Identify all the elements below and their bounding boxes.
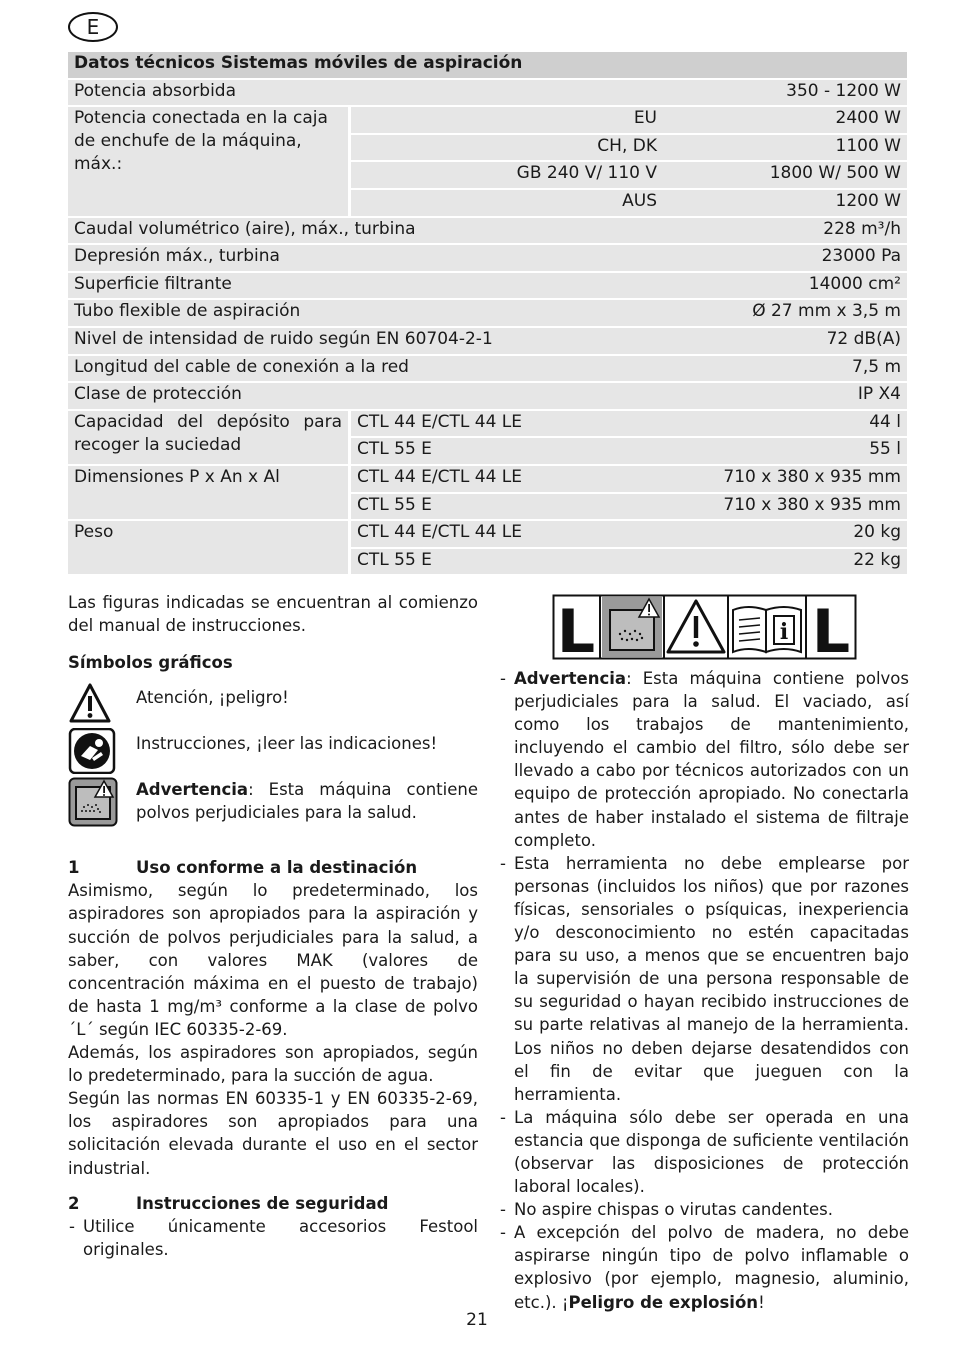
row-label: Nivel de intensidad de ruido según EN 60704-2-1 <box>68 328 663 354</box>
section1-title: Uso conforme a la destinación <box>136 858 418 878</box>
list-item <box>499 667 909 852</box>
row-label: Tubo flexible de aspiración <box>68 300 663 326</box>
row-value: 20 kg <box>663 521 907 547</box>
row-value: Ø 27 mm x 3,5 m <box>663 300 907 326</box>
table-row <box>68 245 907 271</box>
right-column <box>499 667 909 1314</box>
read-manual-icon <box>68 728 116 774</box>
list-item: - Utilice únicamente accesorios Festool originales. <box>68 1215 478 1261</box>
model-cell: CTL 44 E/CTL 44 LE <box>348 466 663 492</box>
symbol-warning-text <box>136 778 478 824</box>
symbols-heading: Símbolos gráficos <box>68 653 233 673</box>
row-label: Caudal volumétrico (aire), máx., turbina <box>68 218 663 244</box>
model-cell: CTL 44 E/CTL 44 LE <box>348 521 663 547</box>
dust-class-symbol-strip <box>552 594 857 660</box>
list-item-text: A excepción del polvo de madera, no debe aspirarse ningún tipo de polvo inflamable o explosivo (por ejemplo, magnesio, aluminio, etc.). ¡ <box>514 1223 909 1312</box>
intro-text: Las figuras indicadas se encuentran al comienzo del manual de instrucciones. <box>68 593 478 636</box>
table-row <box>68 466 907 492</box>
symbol-attention-text: Atención, ¡peligro! <box>136 688 289 708</box>
table-row <box>68 107 907 133</box>
table-row <box>68 411 907 437</box>
region-cell: EU <box>348 107 663 133</box>
explosion-warning-bold: Peligro de explosión <box>568 1292 759 1312</box>
section1-number: 1 <box>68 858 80 878</box>
warning-rest: : Esta máquina contiene polvos perjudiciales para la salud. <box>136 780 478 823</box>
list-item-text: : Esta máquina contiene polvos perjudiciales para la salud. El vaciado, así como los trabajos de mantenimiento, incluyendo el cambio del filtro, sólo debe ser llevado a cabo por técnicos autorizados con un equipo de protección apropiado. No conectarla antes de haber instalado el sistema de filtraje completo. <box>514 669 909 850</box>
technical-data-table <box>68 50 907 576</box>
region-cell: CH, DK <box>348 135 663 161</box>
row-value: 55 l <box>663 438 907 464</box>
table-row <box>68 356 907 382</box>
row-label: Depresión máx., turbina <box>68 245 663 271</box>
model-cell: CTL 55 E <box>348 438 663 464</box>
table-row <box>68 300 907 326</box>
row-label: Peso <box>68 521 348 574</box>
table-row <box>68 383 907 409</box>
table-header: Datos técnicos Sistemas móviles de aspiración <box>68 52 907 78</box>
row-value: 72 dB(A) <box>663 328 907 354</box>
page-number: 21 <box>466 1310 488 1330</box>
symbol-instructions <box>68 728 478 774</box>
row-value: 7,5 m <box>663 356 907 382</box>
row-label: Capacidad del depósito para recoger la suciedad <box>68 411 348 464</box>
list-item: - La máquina sólo debe ser operada en una estancia que disponga de suficiente ventilación (observar las disposiciones de protección laboral locales). <box>499 1106 909 1198</box>
row-label: Clase de protección <box>68 383 663 409</box>
section2-heading <box>68 1192 478 1215</box>
dust-class-letter-right: L <box>811 597 851 660</box>
table-row <box>68 80 907 106</box>
list-item: - No aspire chispas o virutas candentes. <box>499 1198 909 1221</box>
harmful-dust-icon <box>602 597 662 657</box>
section1-heading <box>68 856 478 879</box>
row-value: 23000 Pa <box>663 245 907 271</box>
section1-paragraph: Además, los aspiradores son apropiados, según lo predeterminado, para la succión de agua. <box>68 1043 478 1086</box>
harmful-dust-icon <box>68 777 118 827</box>
row-value: 2400 W <box>663 107 907 133</box>
model-cell: CTL 44 E/CTL 44 LE <box>348 411 663 437</box>
row-value: 350 - 1200 W <box>663 80 907 106</box>
table-row <box>68 521 907 547</box>
row-label: Superficie filtrante <box>68 273 663 299</box>
row-value: 1800 W/ 500 W <box>663 162 907 188</box>
section2-title: Instrucciones de seguridad <box>136 1193 389 1213</box>
model-cell: CTL 55 E <box>348 494 663 520</box>
list-item: - Esta herramienta no debe emplearse por personas (incluidos los niños) que por razones físicas, sensoriales o psíquicas, inexperiencia y/o desconocimiento no estén capacitadas para su uso, a menos que se encuentren bajo la supervisión de una persona responsable de su seguridad o hayan recibido instrucciones de su parte relativas al manejo de la herramienta. Los niños no deben dejarse desatendidos con el fin de evitar que jueguen con la herramienta. <box>499 852 909 1106</box>
row-value: 14000 cm² <box>663 273 907 299</box>
symbol-warning <box>68 774 478 836</box>
table-header-row <box>68 52 907 78</box>
info-letter: i <box>779 619 789 645</box>
region-cell: GB 240 V/ 110 V <box>348 162 663 188</box>
row-label: Potencia absorbida <box>68 80 663 106</box>
row-label: Dimensiones P x An x Al <box>68 466 348 519</box>
warning-bold: Advertencia <box>514 669 627 688</box>
symbol-attention <box>68 682 478 728</box>
row-value: 22 kg <box>663 549 907 575</box>
row-label: Longitud del cable de conexión a la red <box>68 356 663 382</box>
safety-list <box>68 1215 478 1261</box>
section1-paragraph: Según las normas EN 60335-1 y EN 60335-2-69, los aspiradores son apropiados para una solicitación elevada durante el uso en el sector industrial. <box>68 1089 478 1178</box>
row-value: 44 l <box>663 411 907 437</box>
row-label: Potencia conectada en la caja de enchufe de la máquina, máx.: <box>68 107 348 215</box>
model-cell: CTL 55 E <box>348 549 663 575</box>
row-value: 710 x 380 x 935 mm <box>663 494 907 520</box>
region-cell: AUS <box>348 190 663 216</box>
row-value: 228 m³/h <box>663 218 907 244</box>
safety-list-continued <box>499 667 909 1314</box>
row-value: 1100 W <box>663 135 907 161</box>
warning-triangle-icon <box>68 682 112 724</box>
section2-number: 2 <box>68 1193 80 1213</box>
section1-paragraph: Asimismo, según lo predeterminado, los aspiradores son apropiados para la aspiración y succión de polvos perjudiciales para la salud, a saber, con valores MAK (valores de concentración máxima en el puesto de trabajo) de hasta 1 mg/m³ conforme a la clase de polvo ´L´ según IEC 60335-2-69. <box>68 881 478 1039</box>
table-row <box>68 273 907 299</box>
list-item-text: ! <box>758 1292 765 1312</box>
table-row <box>68 218 907 244</box>
table-row <box>68 328 907 354</box>
list-item <box>499 1221 909 1313</box>
row-value: IP X4 <box>663 383 907 409</box>
left-column <box>68 591 478 1261</box>
warning-bold: Advertencia <box>136 780 249 800</box>
row-value: 1200 W <box>663 190 907 216</box>
symbol-instructions-text: Instrucciones, ¡leer las indicaciones! <box>136 734 438 754</box>
row-value: 710 x 380 x 935 mm <box>663 466 907 492</box>
manual-book-icon <box>733 607 801 652</box>
language-badge: E <box>68 12 118 42</box>
dust-class-letter-left: L <box>556 597 596 660</box>
